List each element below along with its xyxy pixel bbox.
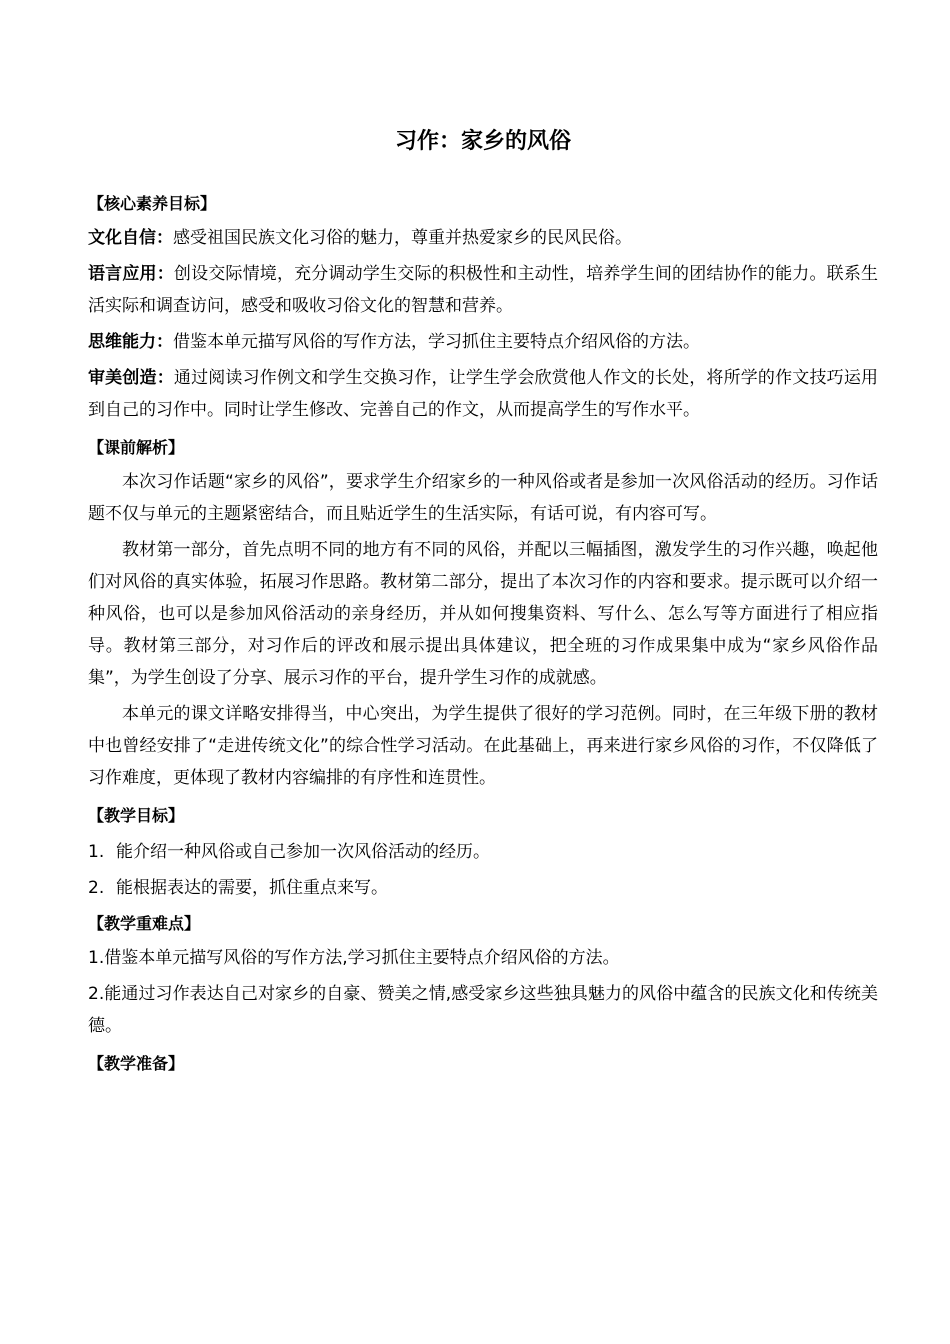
document-title: 习作：家乡的风俗 [394, 129, 571, 154]
preparation-heading: 【教学准备】 [88, 1054, 185, 1073]
core-goals-section [88, 186, 878, 426]
key-points-section [88, 906, 878, 1042]
core-goal-label: 语言应用： [88, 264, 174, 284]
analysis-paragraph: 教材第一部分，首先点明不同的地方有不同的风俗，并配以三幅插图，激发学生的习作兴趣，唤起他们对风俗的真实体验，拓展习作思路。教材第二部分，提出了本次习作的内容和要求。提示既可以介绍一种风俗，也可以是参加风俗活动的亲身经历，并从如何搜集资料、写什么、怎么写等方面进行了相应指导。教材第三部分，对习作后的评改和展示提出具体建议，把全班的习作成果集中成为“家乡风俗作品集”，为学生创设了分享、展示习作的平台，提升学生习作的成就感。 [88, 540, 878, 688]
teaching-goal-item [88, 870, 878, 906]
core-goal-label: 思维能力： [88, 332, 173, 352]
document-page [88, 118, 878, 1082]
key-point-item: 2.能通过习作表达自己对家乡的自豪、赞美之情,感受家乡这些独具魅力的风俗中蕴含的民族文化和传统美德。 [88, 984, 878, 1036]
analysis-heading: 【课前解析】 [88, 438, 185, 457]
core-goal-text: 创设交际情境，充分调动学生交际的积极性和主动性，培养学生间的团结协作的能力。联系生活实际和调查访问，感受和吸收习俗文化的智慧和营养。 [88, 264, 878, 316]
teaching-goal-number: 2. [88, 878, 105, 898]
core-goal-label: 审美创造： [88, 368, 174, 388]
key-points-heading: 【教学重难点】 [88, 914, 201, 933]
teaching-goal-text: 能根据表达的需要，抓住重点来写。 [116, 878, 388, 898]
core-goal-text: 感受祖国民族文化习俗的魅力，尊重并热爱家乡的民风民俗。 [173, 228, 632, 248]
teaching-goal-item [88, 834, 878, 870]
analysis-section [88, 430, 878, 794]
teaching-goal-text: 能介绍一种风俗或自己参加一次风俗活动的经历。 [116, 842, 490, 862]
core-goal-item [88, 326, 878, 358]
core-goal-text: 借鉴本单元描写风俗的写作方法，学习抓住主要特点介绍风俗的方法。 [173, 332, 700, 352]
key-point-item: 1.借鉴本单元描写风俗的写作方法,学习抓住主要特点介绍风俗的方法。 [88, 948, 620, 968]
teaching-goals-section [88, 798, 878, 906]
preparation-section [88, 1046, 878, 1082]
analysis-paragraph: 本次习作话题“家乡的风俗”，要求学生介绍家乡的一种风俗或者是参加一次风俗活动的经历。习作话题不仅与单元的主题紧密结合，而且贴近学生的生活实际，有话可说，有内容可写。 [88, 472, 878, 524]
teaching-goals-heading: 【教学目标】 [88, 806, 185, 825]
core-goal-item [88, 222, 878, 254]
core-goal-item [88, 258, 878, 322]
core-goal-item [88, 362, 878, 426]
core-goal-text: 通过阅读习作例文和学生交换习作，让学生学会欣赏他人作文的长处，将所学的作文技巧运用到自己的习作中。同时让学生修改、完善自己的作文，从而提高学生的写作水平。 [88, 368, 878, 420]
core-goals-heading: 【核心素养目标】 [88, 194, 217, 213]
core-goal-label: 文化自信： [88, 228, 173, 248]
teaching-goal-number: 1. [88, 842, 105, 862]
analysis-paragraph: 本单元的课文详略安排得当，中心突出，为学生提供了很好的学习范例。同时，在三年级下册的教材中也曾经安排了“走进传统文化”的综合性学习活动。在此基础上，再来进行家乡风俗的习作，不仅降低了习作难度，更体现了教材内容编排的有序性和连贯性。 [88, 704, 878, 788]
